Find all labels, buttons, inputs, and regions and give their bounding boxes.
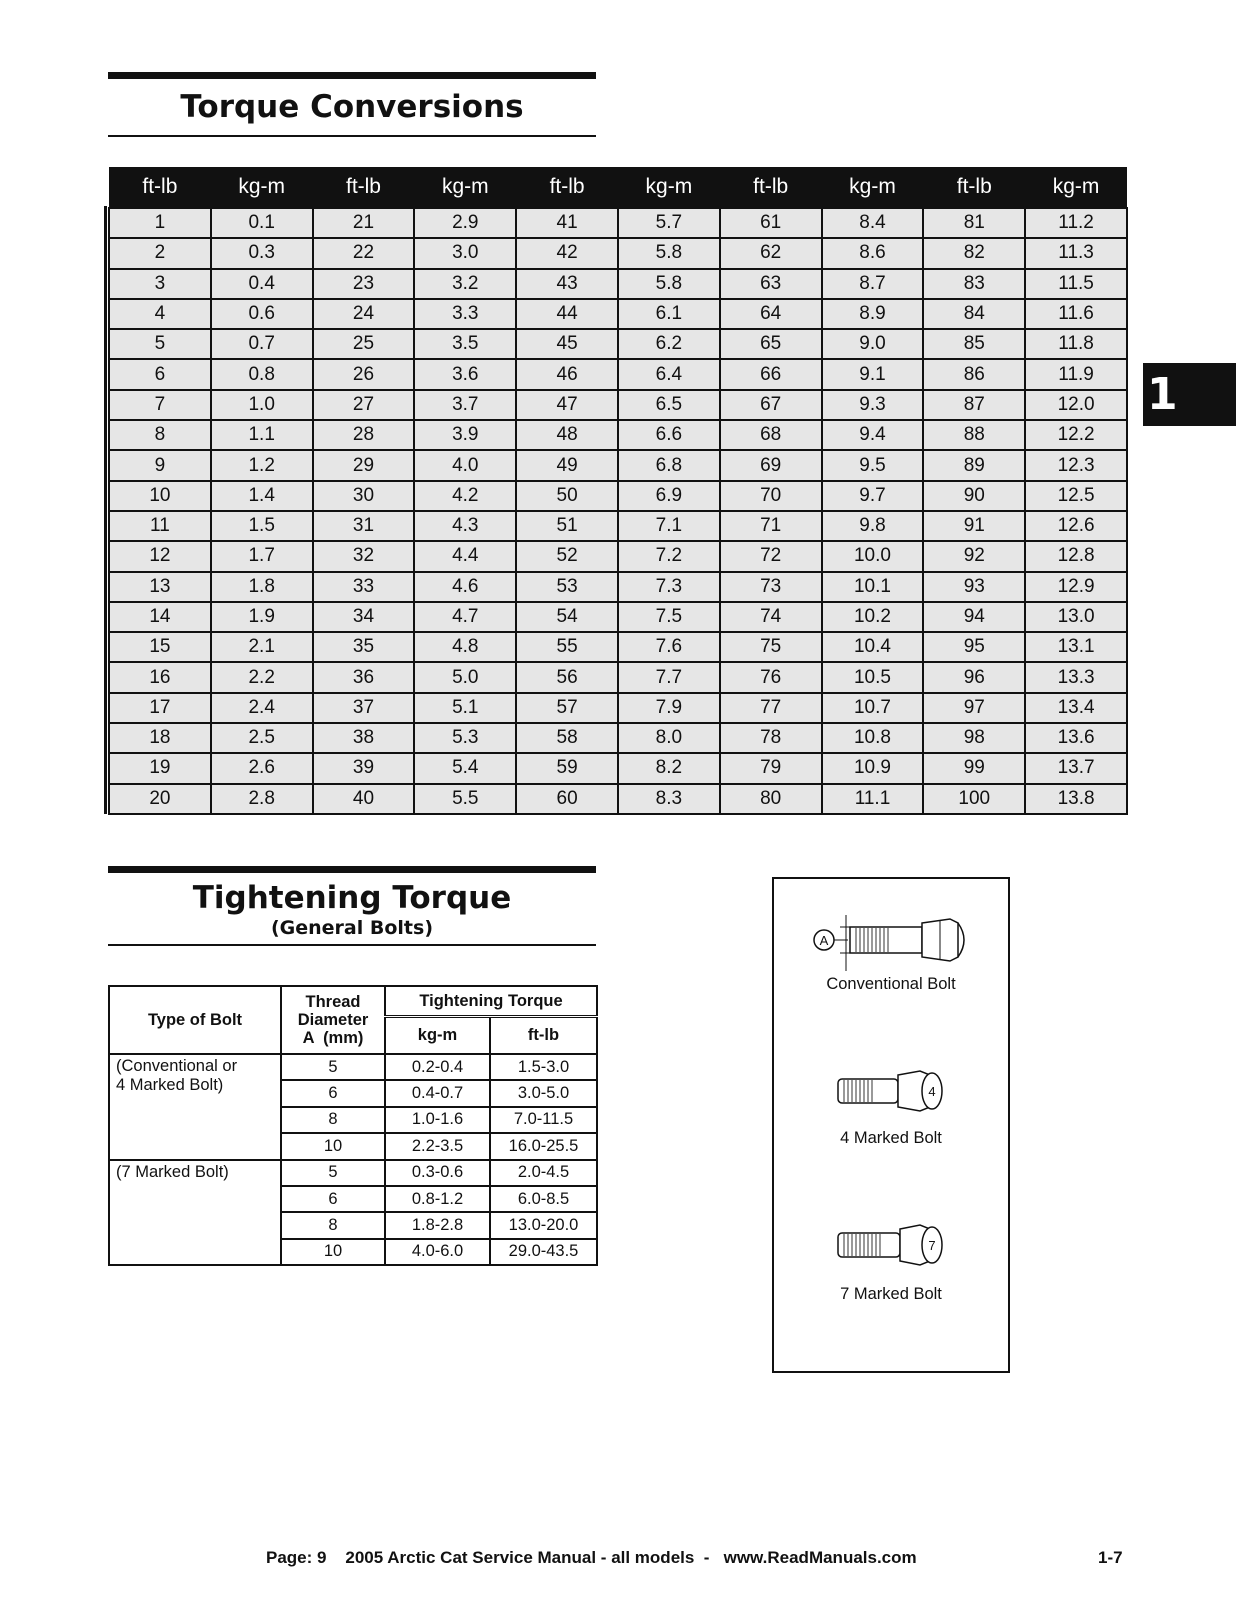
torque-cell-ftlb: 3.0-5.0 (490, 1080, 597, 1106)
torque-cell-ftlb: 7.0-11.5 (490, 1107, 597, 1133)
table-row (109, 753, 1127, 783)
table-cell: 13.4 (1025, 693, 1127, 723)
table-cell: 11.5 (1025, 269, 1127, 299)
table-cell: 8.2 (618, 753, 720, 783)
table-cell: 22 (313, 238, 415, 268)
table-row (109, 359, 1127, 389)
table-cell: 67 (720, 390, 822, 420)
table-cell: 1.0 (211, 390, 313, 420)
table-cell: 30 (313, 481, 415, 511)
table-cell: 5.5 (414, 784, 516, 814)
torque-conversions-title: Torque Conversions (180, 89, 524, 125)
table-cell: 79 (720, 753, 822, 783)
column-header: ft-lb (720, 167, 822, 208)
table-row (109, 238, 1127, 268)
table-cell: 12.0 (1025, 390, 1127, 420)
torque-cell-kgm: 2.2-3.5 (385, 1133, 490, 1159)
table-cell: 3.6 (414, 359, 516, 389)
seven-mark-digit: 7 (928, 1238, 936, 1253)
table-cell: 31 (313, 511, 415, 541)
table-cell: 2.2 (211, 662, 313, 692)
table-cell: 2.6 (211, 753, 313, 783)
table-cell: 52 (516, 541, 618, 571)
table-cell: 47 (516, 390, 618, 420)
table-cell: 9.4 (822, 420, 924, 450)
table-cell: 80 (720, 784, 822, 814)
ftlb-header: ft-lb (490, 1016, 597, 1054)
torque-cell-kgm: 0.2-0.4 (385, 1054, 490, 1080)
table-cell: 4.7 (414, 602, 516, 632)
torque-cell-ftlb: 13.0-20.0 (490, 1212, 597, 1238)
torque-conversion-table (108, 167, 1128, 815)
table-cell: 39 (313, 753, 415, 783)
table-cell: 4.3 (414, 511, 516, 541)
thread-diameter-line3: A (mm) (302, 1029, 364, 1047)
torque-cell-ftlb: 2.0-4.5 (490, 1160, 597, 1186)
thread-diameter-header (281, 986, 385, 1054)
table-row (109, 662, 1127, 692)
table-cell: 35 (313, 632, 415, 662)
torque-cell-dia: 6 (281, 1186, 385, 1212)
table-cell: 84 (923, 299, 1025, 329)
thread-diameter-line1: Thread (305, 993, 361, 1011)
table-cell: 27 (313, 390, 415, 420)
table-cell: 10.1 (822, 572, 924, 602)
table-cell: 10.8 (822, 723, 924, 753)
table-cell: 72 (720, 541, 822, 571)
table-cell: 6.5 (618, 390, 720, 420)
table-cell: 45 (516, 329, 618, 359)
table-cell: 10.0 (822, 541, 924, 571)
table-cell: 8.6 (822, 238, 924, 268)
table-row (109, 329, 1127, 359)
column-header: ft-lb (109, 167, 211, 208)
table-cell: 75 (720, 632, 822, 662)
table-cell: 90 (923, 481, 1025, 511)
table-cell: 9.8 (822, 511, 924, 541)
table-row (109, 632, 1127, 662)
table-cell: 4.6 (414, 572, 516, 602)
table-cell: 2.5 (211, 723, 313, 753)
table-cell: 7.7 (618, 662, 720, 692)
table-cell: 1.1 (211, 420, 313, 450)
table-cell: 5.4 (414, 753, 516, 783)
table-cell: 93 (923, 572, 1025, 602)
table-cell: 8.7 (822, 269, 924, 299)
table-cell: 5.3 (414, 723, 516, 753)
table-cell: 7.5 (618, 602, 720, 632)
table-row (109, 541, 1127, 571)
table-cell: 96 (923, 662, 1025, 692)
column-header: kg-m (618, 167, 720, 208)
torque-cell-kgm: 4.0-6.0 (385, 1239, 490, 1265)
torque-cell-dia: 10 (281, 1239, 385, 1265)
table-cell: 11.9 (1025, 359, 1127, 389)
table-cell: 2.9 (414, 208, 516, 238)
torque-cell-ftlb: 29.0-43.5 (490, 1239, 597, 1265)
table-cell: 17 (109, 693, 211, 723)
table-cell: 11.1 (822, 784, 924, 814)
torque-cell-kgm: 1.0-1.6 (385, 1107, 490, 1133)
table-cell: 2.1 (211, 632, 313, 662)
table-cell: 4.2 (414, 481, 516, 511)
table-cell: 65 (720, 329, 822, 359)
table-row (109, 572, 1127, 602)
table-cell: 1.7 (211, 541, 313, 571)
table-cell: 3.2 (414, 269, 516, 299)
column-header: ft-lb (923, 167, 1025, 208)
table-cell: 15 (109, 632, 211, 662)
column-header: kg-m (414, 167, 516, 208)
table-cell: 13.8 (1025, 784, 1127, 814)
table-cell: 89 (923, 450, 1025, 480)
table-cell: 5.1 (414, 693, 516, 723)
table-cell: 16 (109, 662, 211, 692)
table-cell: 69 (720, 450, 822, 480)
four-mark-digit: 4 (928, 1084, 936, 1099)
table-cell: 3 (109, 269, 211, 299)
table-cell: 26 (313, 359, 415, 389)
table-cell: 6.4 (618, 359, 720, 389)
bolt-type-cell (109, 1160, 281, 1266)
table-cell: 7.2 (618, 541, 720, 571)
torque-cell-ftlb: 6.0-8.5 (490, 1186, 597, 1212)
table-cell: 53 (516, 572, 618, 602)
table-cell: 11.3 (1025, 238, 1127, 268)
table-cell: 13.6 (1025, 723, 1127, 753)
table-cell: 3.3 (414, 299, 516, 329)
table-cell: 1.8 (211, 572, 313, 602)
table-row (109, 481, 1127, 511)
table-cell: 4 (109, 299, 211, 329)
table-cell: 42 (516, 238, 618, 268)
table-cell: 58 (516, 723, 618, 753)
table-row (109, 420, 1127, 450)
table-cell: 11 (109, 511, 211, 541)
four-marked-bolt-icon (834, 1065, 954, 1115)
tightening-torque-body (109, 1054, 597, 1265)
table-cell: 18 (109, 723, 211, 753)
heading-rule-top (108, 866, 596, 873)
seven-marked-bolt-icon (834, 1219, 954, 1269)
table-cell: 49 (516, 450, 618, 480)
table-cell: 62 (720, 238, 822, 268)
table-row (109, 208, 1127, 238)
table-cell: 14 (109, 602, 211, 632)
table-cell: 12.9 (1025, 572, 1127, 602)
table-cell: 63 (720, 269, 822, 299)
table-cell: 13.3 (1025, 662, 1127, 692)
table-cell: 12.6 (1025, 511, 1127, 541)
page-footer (0, 1548, 1236, 1572)
table-cell: 12.3 (1025, 450, 1127, 480)
tightening-torque-title: Tightening Torque (192, 880, 512, 916)
table-cell: 41 (516, 208, 618, 238)
table-cell: 10.4 (822, 632, 924, 662)
tightening-torque-subtitle: (General Bolts) (270, 917, 434, 939)
tightening-torque-header: Tightening Torque (385, 986, 597, 1016)
table-cell: 1.4 (211, 481, 313, 511)
table-cell: 19 (109, 753, 211, 783)
table-cell: 85 (923, 329, 1025, 359)
table-cell: 25 (313, 329, 415, 359)
conventional-bolt-icon (810, 913, 980, 973)
table-cell: 9.7 (822, 481, 924, 511)
table-cell: 20 (109, 784, 211, 814)
table-row (109, 450, 1127, 480)
bolt-type-line1: (7 Marked Bolt) (116, 1162, 229, 1181)
table-row (109, 299, 1127, 329)
bolt-figure-box (772, 877, 1010, 1373)
table-cell: 21 (313, 208, 415, 238)
table-cell: 8 (109, 420, 211, 450)
table-cell: 1 (109, 208, 211, 238)
table-cell: 2.8 (211, 784, 313, 814)
table-cell: 10.2 (822, 602, 924, 632)
torque-cell-dia: 5 (281, 1160, 385, 1186)
table-cell: 59 (516, 753, 618, 783)
table-cell: 6.9 (618, 481, 720, 511)
table-cell: 5.8 (618, 238, 720, 268)
torque-cell-kgm: 1.8-2.8 (385, 1212, 490, 1238)
table-cell: 11.2 (1025, 208, 1127, 238)
table-cell: 13.7 (1025, 753, 1127, 783)
heading-rule-bottom (108, 944, 596, 946)
table-cell: 98 (923, 723, 1025, 753)
table-cell: 70 (720, 481, 822, 511)
table-cell: 83 (923, 269, 1025, 299)
table-cell: 33 (313, 572, 415, 602)
table-cell: 9.0 (822, 329, 924, 359)
table-cell: 32 (313, 541, 415, 571)
table-row (109, 784, 1127, 814)
table-cell: 61 (720, 208, 822, 238)
bolt-type-line1: (Conventional or (116, 1057, 238, 1075)
table-cell: 12 (109, 541, 211, 571)
table-cell: 7.3 (618, 572, 720, 602)
type-of-bolt-header: Type of Bolt (109, 986, 281, 1054)
table-row (109, 511, 1127, 541)
four-marked-bolt-caption: 4 Marked Bolt (840, 1129, 942, 1147)
table-cell: 40 (313, 784, 415, 814)
table-cell: 10.5 (822, 662, 924, 692)
table-cell: 5 (109, 329, 211, 359)
table-cell: 94 (923, 602, 1025, 632)
table-cell: 10.9 (822, 753, 924, 783)
table-cell: 8.0 (618, 723, 720, 753)
torque-cell-kgm: 0.4-0.7 (385, 1080, 490, 1106)
tightening-torque-heading (108, 866, 596, 946)
conventional-bolt-caption: Conventional Bolt (826, 975, 956, 993)
table-cell: 3.5 (414, 329, 516, 359)
table-cell: 5.8 (618, 269, 720, 299)
torque-cell-ftlb: 16.0-25.5 (490, 1133, 597, 1159)
table-cell: 92 (923, 541, 1025, 571)
table-cell: 0.7 (211, 329, 313, 359)
column-header: ft-lb (313, 167, 415, 208)
column-header: kg-m (822, 167, 924, 208)
table-cell: 28 (313, 420, 415, 450)
table-cell: 6.8 (618, 450, 720, 480)
column-header: kg-m (1025, 167, 1127, 208)
table-cell: 46 (516, 359, 618, 389)
table-cell: 4.8 (414, 632, 516, 662)
table-cell: 9.1 (822, 359, 924, 389)
torque-cell-ftlb: 1.5-3.0 (490, 1054, 597, 1080)
table-cell: 7 (109, 390, 211, 420)
table-cell: 2 (109, 238, 211, 268)
heading-rule-top (108, 72, 596, 79)
torque-conversions-heading (108, 72, 596, 137)
table-cell: 71 (720, 511, 822, 541)
torque-cell-kgm: 0.8-1.2 (385, 1186, 490, 1212)
seven-marked-bolt-caption: 7 Marked Bolt (840, 1285, 942, 1303)
table-cell: 64 (720, 299, 822, 329)
table-cell: 6.2 (618, 329, 720, 359)
torque-cell-kgm: 0.3-0.6 (385, 1160, 490, 1186)
table-cell: 1.5 (211, 511, 313, 541)
table-cell: 86 (923, 359, 1025, 389)
table-cell: 6 (109, 359, 211, 389)
table-cell: 4.4 (414, 541, 516, 571)
table-row (109, 390, 1127, 420)
heading-rule-bottom (108, 135, 596, 137)
table-cell: 0.8 (211, 359, 313, 389)
table-cell: 8.9 (822, 299, 924, 329)
table-cell: 3.9 (414, 420, 516, 450)
table-cell: 99 (923, 753, 1025, 783)
table-cell: 0.4 (211, 269, 313, 299)
table-row (109, 269, 1127, 299)
table-cell: 1.2 (211, 450, 313, 480)
table-cell: 77 (720, 693, 822, 723)
table-cell: 38 (313, 723, 415, 753)
table-cell: 12.8 (1025, 541, 1127, 571)
table-row (109, 693, 1127, 723)
table-cell: 7.6 (618, 632, 720, 662)
torque-cell-dia: 10 (281, 1133, 385, 1159)
table-cell: 2.4 (211, 693, 313, 723)
kgm-header: kg-m (385, 1016, 490, 1054)
table-left-edge (104, 206, 107, 814)
table-header-row (109, 167, 1127, 208)
table-cell: 9 (109, 450, 211, 480)
table-cell: 82 (923, 238, 1025, 268)
table-cell: 100 (923, 784, 1025, 814)
table-cell: 11.6 (1025, 299, 1127, 329)
table-cell: 3.0 (414, 238, 516, 268)
table-cell: 95 (923, 632, 1025, 662)
table-cell: 74 (720, 602, 822, 632)
torque-cell-dia: 5 (281, 1054, 385, 1080)
table-cell: 37 (313, 693, 415, 723)
table-cell: 44 (516, 299, 618, 329)
table-cell: 12.2 (1025, 420, 1127, 450)
table-cell: 3.7 (414, 390, 516, 420)
footer-text: Page: 9 2005 Arctic Cat Service Manual - all models - www.ReadManuals.com (266, 1548, 917, 1567)
table-cell: 88 (923, 420, 1025, 450)
table-cell: 0.6 (211, 299, 313, 329)
table-cell: 60 (516, 784, 618, 814)
table-cell: 50 (516, 481, 618, 511)
table-cell: 73 (720, 572, 822, 602)
table-cell: 36 (313, 662, 415, 692)
table-cell: 5.7 (618, 208, 720, 238)
table-cell: 68 (720, 420, 822, 450)
thread-diameter-line2: Diameter (297, 1011, 369, 1029)
table-cell: 87 (923, 390, 1025, 420)
table-cell: 48 (516, 420, 618, 450)
bolt-type-line2: 4 Marked Bolt) (116, 1076, 224, 1094)
table-cell: 0.1 (211, 208, 313, 238)
table-cell: 57 (516, 693, 618, 723)
table-cell: 97 (923, 693, 1025, 723)
table-row (109, 602, 1127, 632)
table-cell: 8.3 (618, 784, 720, 814)
table-cell: 78 (720, 723, 822, 753)
table-row (109, 723, 1127, 753)
column-header: kg-m (211, 167, 313, 208)
table-cell: 1.9 (211, 602, 313, 632)
table-cell: 10.7 (822, 693, 924, 723)
table-cell: 24 (313, 299, 415, 329)
table-cell: 12.5 (1025, 481, 1127, 511)
table-cell: 13 (109, 572, 211, 602)
table-cell: 6.6 (618, 420, 720, 450)
chapter-tab: 1 (1143, 363, 1236, 426)
dimension-marker: A (819, 933, 829, 948)
table-cell: 13.1 (1025, 632, 1127, 662)
table-cell: 9.3 (822, 390, 924, 420)
table-cell: 8.4 (822, 208, 924, 238)
page-number: 1-7 (1098, 1548, 1123, 1567)
table-cell: 76 (720, 662, 822, 692)
table-cell: 6.1 (618, 299, 720, 329)
table-cell: 23 (313, 269, 415, 299)
table-cell: 55 (516, 632, 618, 662)
table-cell: 10 (109, 481, 211, 511)
table-cell: 11.8 (1025, 329, 1127, 359)
tightening-torque-table (108, 985, 598, 1266)
table-cell: 91 (923, 511, 1025, 541)
torque-cell-dia: 6 (281, 1080, 385, 1106)
table-cell: 9.5 (822, 450, 924, 480)
table-cell: 7.9 (618, 693, 720, 723)
column-header: ft-lb (516, 167, 618, 208)
table-row (109, 1160, 597, 1186)
table-cell: 5.0 (414, 662, 516, 692)
table-cell: 56 (516, 662, 618, 692)
table-cell: 43 (516, 269, 618, 299)
torque-cell-dia: 8 (281, 1212, 385, 1238)
table-cell: 66 (720, 359, 822, 389)
table-cell: 4.0 (414, 450, 516, 480)
torque-conversion-body (109, 208, 1127, 814)
bolt-type-cell (109, 1054, 281, 1160)
table-cell: 81 (923, 208, 1025, 238)
table-row (109, 1054, 597, 1080)
table-cell: 7.1 (618, 511, 720, 541)
table-cell: 54 (516, 602, 618, 632)
table-cell: 13.0 (1025, 602, 1127, 632)
table-cell: 34 (313, 602, 415, 632)
table-cell: 51 (516, 511, 618, 541)
torque-cell-dia: 8 (281, 1107, 385, 1133)
table-cell: 29 (313, 450, 415, 480)
table-cell: 0.3 (211, 238, 313, 268)
